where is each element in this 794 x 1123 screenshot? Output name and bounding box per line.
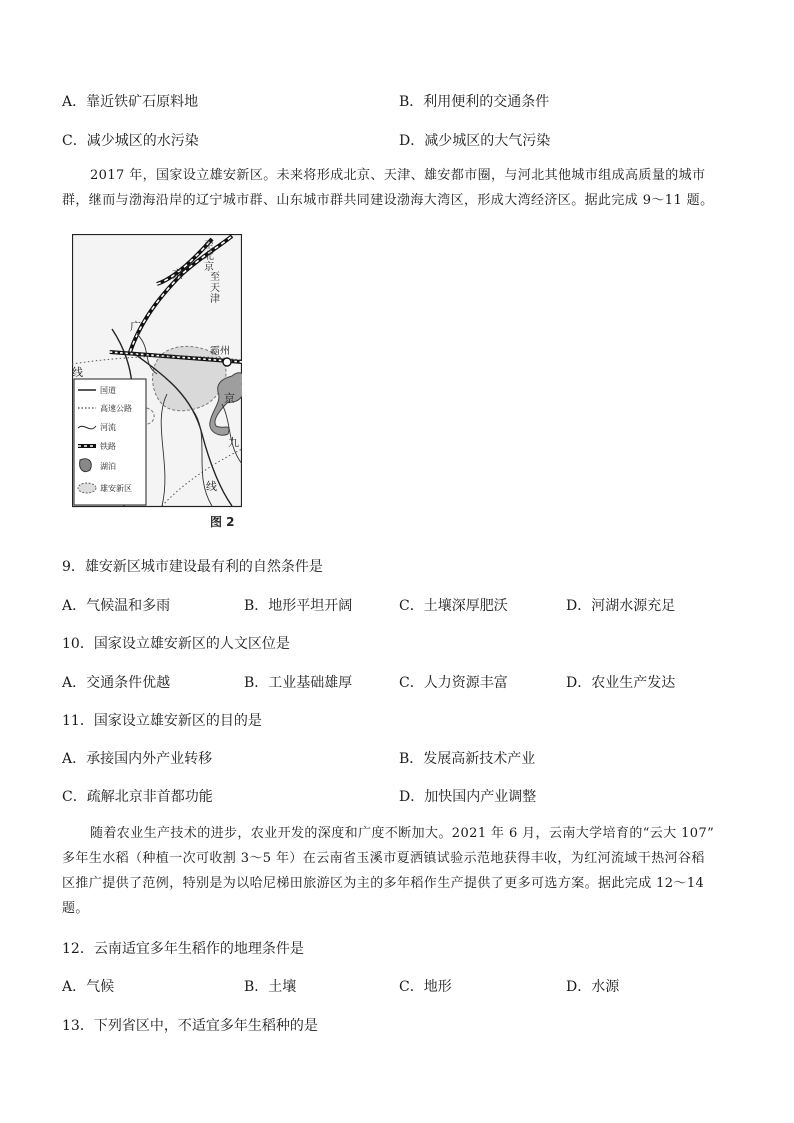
- legend-railway: 铁路: [100, 442, 116, 451]
- bazhou-station-icon: [223, 358, 231, 366]
- q10-option-c: C．人力资源丰富: [399, 675, 508, 691]
- prev-option-c: C．减少城区的水污染: [62, 133, 199, 149]
- legend-xiongan-icon: [78, 483, 96, 493]
- q12-option-b: B．土壤: [244, 979, 297, 995]
- xian-left-label: 线: [72, 366, 83, 379]
- q11-option-c: C．疏解北京非首都功能: [62, 789, 213, 805]
- q9-option-c: C．土壤深厚肥沃: [399, 598, 508, 614]
- guang-label: 广: [130, 320, 141, 333]
- q11-option-d: D．加快国内产业调整: [399, 789, 537, 805]
- q11-option-a: A．承接国内外产业转移: [62, 751, 213, 767]
- passage-line: 多年生水稻（种植一次可收割 3～5 年）在云南省玉溪市夏洒镇试验示范地获得丰收，为红河流域干热河谷稻: [62, 851, 705, 866]
- legend-xiongan: 雄安新区: [100, 484, 132, 493]
- to-beijing-label: 京: [204, 262, 214, 273]
- jing-label: 京: [172, 268, 183, 281]
- to-beijing-label: 北: [204, 251, 214, 262]
- q11-option-b: B．发展高新技术产业: [399, 751, 536, 767]
- to-beijing-label: 至: [204, 240, 214, 251]
- question-12-stem: 12．云南适宜多年生稻作的地理条件是: [62, 941, 304, 957]
- q9-option-d: D．河湖水源充足: [566, 598, 676, 614]
- q10-option-b: B．工业基础雄厚: [244, 675, 353, 691]
- passage-line: 随着农业生产技术的进步，农业开发的深度和广度不断加大。2021 年 6 月，云南大学培育的“云大 107”: [90, 826, 715, 841]
- legend-lake: 湖泊: [100, 462, 116, 471]
- bazhou-label: 霸州: [210, 346, 230, 357]
- to-tianjin-label: 津: [210, 294, 220, 305]
- legend-expressway: 高速公路: [100, 404, 132, 413]
- legend-lake-icon: [80, 459, 92, 472]
- q9-option-b: B．地形平坦开阔: [244, 598, 353, 614]
- figure-caption: 图 2: [210, 515, 235, 529]
- legend-river: 河流: [100, 423, 116, 432]
- q10-option-d: D．农业生产发达: [566, 675, 676, 691]
- to-tianjin-label: 天: [210, 283, 220, 294]
- passage-line: 区推广提供了范例，特别是为以哈尼梯田旅游区为主的多年稻作生产提供了更多可选方案。据此完成 12～14: [62, 876, 705, 891]
- q12-option-d: D．水源: [566, 979, 620, 995]
- prev-option-a: A．靠近铁矿石原料地: [62, 94, 199, 110]
- to-tianjin-label: 至: [210, 272, 220, 283]
- passage-line: 题。: [62, 901, 89, 916]
- q12-option-c: C．地形: [399, 979, 452, 995]
- question-10-stem: 10．国家设立雄安新区的人文区位是: [62, 636, 290, 652]
- map-legend: [74, 379, 146, 505]
- q12-option-a: A．气候: [62, 979, 115, 995]
- question-11-stem: 11．国家设立雄安新区的目的是: [62, 713, 262, 729]
- passage-line: 2017 年，国家设立雄安新区。未来将形成北京、天津、雄安都市圈，与河北其他城市组成高质量的城市: [90, 168, 706, 183]
- jiu-label: 九: [228, 436, 239, 449]
- xian-right-label: 线: [206, 480, 217, 493]
- q10-option-a: A．交通条件优越: [62, 675, 171, 691]
- passage-line: 群，继而与渤海沿岸的辽宁城市群、山东城市群共同建设渤海大湾区，形成大湾经济区。据此完成 9～11 题。: [62, 193, 714, 208]
- xiongan-map-figure: [72, 234, 242, 534]
- question-9-stem: 9．雄安新区城市建设最有利的自然条件是: [62, 559, 323, 575]
- jing2-label: 京: [224, 392, 235, 405]
- prev-option-b: B．利用便利的交通条件: [399, 94, 550, 110]
- q9-option-a: A．气候温和多雨: [62, 598, 171, 614]
- prev-option-d: D．减少城区的大气污染: [399, 133, 551, 149]
- legend-national-road: 国道: [100, 386, 116, 395]
- question-13-stem: 13．下列省区中，不适宜多年生稻种的是: [62, 1018, 318, 1034]
